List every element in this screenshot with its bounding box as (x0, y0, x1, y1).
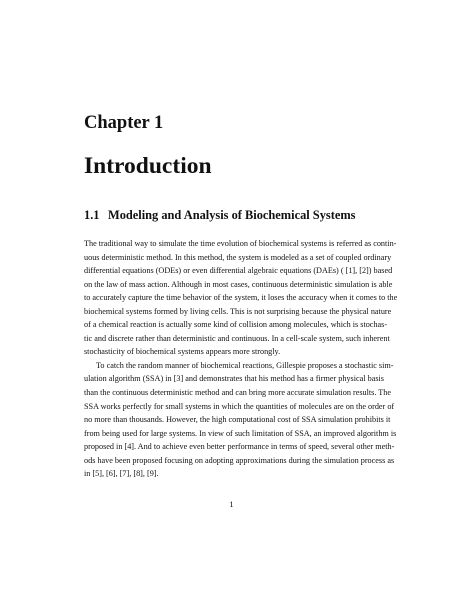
text-line: of a chemical reaction is actually some kind of collision among molecules, which is stochas- (84, 320, 388, 330)
text-line: stochasticity of biochemical systems appears more strongly. (84, 347, 281, 357)
text-line: ods have been proposed focusing on adopting approximations during the simulation process as (84, 455, 395, 465)
section-title: Modeling and Analysis of Biochemical Systems (108, 208, 356, 222)
paragraph (84, 359, 397, 481)
text-line: from being used for large systems. In view of such limitation of SSA, an improved algorithm is (84, 428, 397, 438)
text-line: tic and discrete rather than deterministic and continuous. In a cell-scale system, such inherent (84, 333, 390, 343)
text-line: uous deterministic method. In this method, the system is modeled as a set of coupled ordinary (84, 252, 392, 262)
text-line: The traditional way to simulate the time evolution of biochemical systems is referred as contin- (84, 239, 397, 248)
section-heading (84, 208, 356, 223)
text-line: proposed in [4]. And to achieve even better performance in terms of speed, several other meth- (84, 442, 395, 452)
text-line: on the law of mass action. Although in most cases, continuous deterministic simulation is able (84, 279, 393, 289)
text-line: in [5], [6], [7], [8], [9]. (84, 469, 159, 479)
chapter-label: Chapter 1 (84, 113, 164, 133)
body-text (84, 237, 398, 481)
section-number: 1.1 (84, 208, 100, 222)
text-line: SSA works perfectly for small systems in which the quantities of molecules are on the order of (84, 401, 395, 411)
text-line: differential equations (ODEs) or even differential algebraic equations (DAEs) ( [1], [2]) based (84, 266, 393, 276)
paragraph (84, 237, 398, 359)
chapter-title: Introduction (84, 153, 212, 179)
text-line: to accurately capture the time behavior of the system, it loses the accuracy when it comes to the (84, 293, 398, 303)
text-line: no more than thousands. However, the high computational cost of SSA simulation prohibits it (84, 415, 391, 425)
text-line: biochemical systems formed by living cells. This is not surprising because the physical nature (84, 306, 392, 316)
text-line: To catch the random manner of biochemical reactions, Gillespie proposes a stochastic sim- (96, 360, 394, 370)
page-number: 1 (229, 499, 234, 509)
text-line: than the continuous deterministic method and can bring more accurate simulation results. The (84, 388, 392, 398)
text-line: ulation algorithm (SSA) in [3] and demonstrates that his method has a firmer physical basis (84, 374, 384, 384)
